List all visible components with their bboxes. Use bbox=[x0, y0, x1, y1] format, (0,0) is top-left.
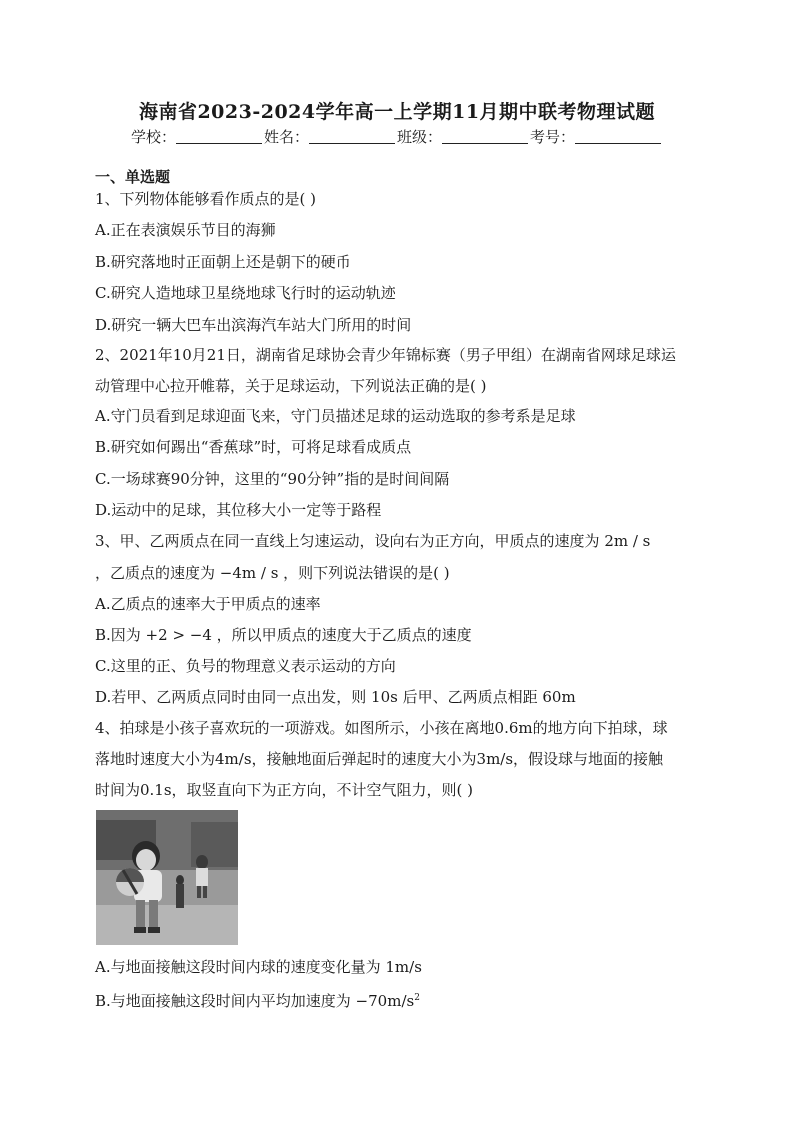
photo-illustration bbox=[96, 810, 238, 945]
q3-option-a: A.乙质点的速率大于甲质点的速率 bbox=[95, 595, 321, 613]
q1-option-b: B.研究落地时正面朝上还是朝下的硬币 bbox=[95, 253, 351, 271]
child-bouncing-ball-photo bbox=[96, 810, 238, 945]
q4-stem-line2: 落地时速度大小为4m/s，接触地面后弹起时的速度大小为3m/s，假设球与地面的接触 bbox=[95, 750, 664, 768]
q4-option-b bbox=[95, 988, 420, 1011]
q1-option-d: D.研究一辆大巴车出滨海汽车站大门所用的时间 bbox=[95, 316, 412, 334]
q4-option-b-text: B.与地面接触这段时间内平均加速度为 −70m/s bbox=[95, 992, 415, 1010]
school-blank[interactable] bbox=[176, 129, 262, 144]
class-label: 班级： bbox=[397, 128, 443, 146]
exam-number-blank[interactable] bbox=[575, 129, 661, 144]
q4-option-b-exponent: 2 bbox=[414, 993, 420, 1003]
q2-stem-line2: 动管理中心拉开帷幕，关于足球运动，下列说法正确的是( ) bbox=[95, 377, 487, 395]
q3-stem-line2: ，乙质点的速度为 −4m / s ，则下列说法错误的是( ) bbox=[95, 564, 450, 582]
q4-stem-line1: 4、拍球是小孩子喜欢玩的一项游戏。如图所示，小孩在离地0.6m的地方向下拍球，球 bbox=[95, 719, 668, 737]
class-blank[interactable] bbox=[442, 129, 528, 144]
exam-title: 海南省2023-2024学年高一上学期11月期中联考物理试题 bbox=[138, 101, 656, 123]
student-info-row bbox=[0, 126, 794, 147]
q4-option-a: A.与地面接触这段时间内球的速度变化量为 1m/s bbox=[95, 958, 422, 976]
q3-option-c: C.这里的正、负号的物理意义表示运动的方向 bbox=[95, 657, 396, 675]
q1-option-c: C.研究人造地球卫星绕地球飞行时的运动轨迹 bbox=[95, 284, 396, 302]
q3-option-b: B.因为 +2 > −4 ，所以甲质点的速度大于乙质点的速度 bbox=[95, 626, 472, 644]
q3-stem-line1: 3、甲、乙两质点在同一直线上匀速运动，设向右为正方向，甲质点的速度为 2m / s bbox=[95, 532, 651, 550]
q2-option-c: C.一场球赛90分钟，这里的“90分钟”指的是时间间隔 bbox=[95, 470, 450, 488]
name-blank[interactable] bbox=[309, 129, 395, 144]
q1-stem: 1、下列物体能够看作质点的是( ) bbox=[95, 190, 317, 208]
q2-option-a: A.守门员看到足球迎面飞来，守门员描述足球的运动选取的参考系是足球 bbox=[95, 407, 576, 425]
q2-stem-line1: 2、2021年10月21日，湖南省足球协会青少年锦标赛（男子甲组）在湖南省网球足球运 bbox=[95, 346, 676, 364]
q3-option-d: D.若甲、乙两质点同时由同一点出发，则 10s 后甲、乙两质点相距 60m bbox=[95, 688, 576, 706]
q2-option-b: B.研究如何踢出“香蕉球”时，可将足球看成质点 bbox=[95, 438, 412, 456]
name-label: 姓名： bbox=[263, 128, 309, 146]
school-label: 学校： bbox=[130, 128, 176, 146]
q4-stem-line3: 时间为0.1s，取竖直向下为正方向，不计空气阻力，则( ) bbox=[95, 781, 474, 799]
q2-option-d: D.运动中的足球，其位移大小一定等于路程 bbox=[95, 501, 382, 519]
section-heading: 一、单选题 bbox=[95, 168, 171, 186]
q1-option-a: A.正在表演娱乐节目的海狮 bbox=[95, 221, 276, 239]
exam-number-label: 考号： bbox=[530, 128, 576, 146]
